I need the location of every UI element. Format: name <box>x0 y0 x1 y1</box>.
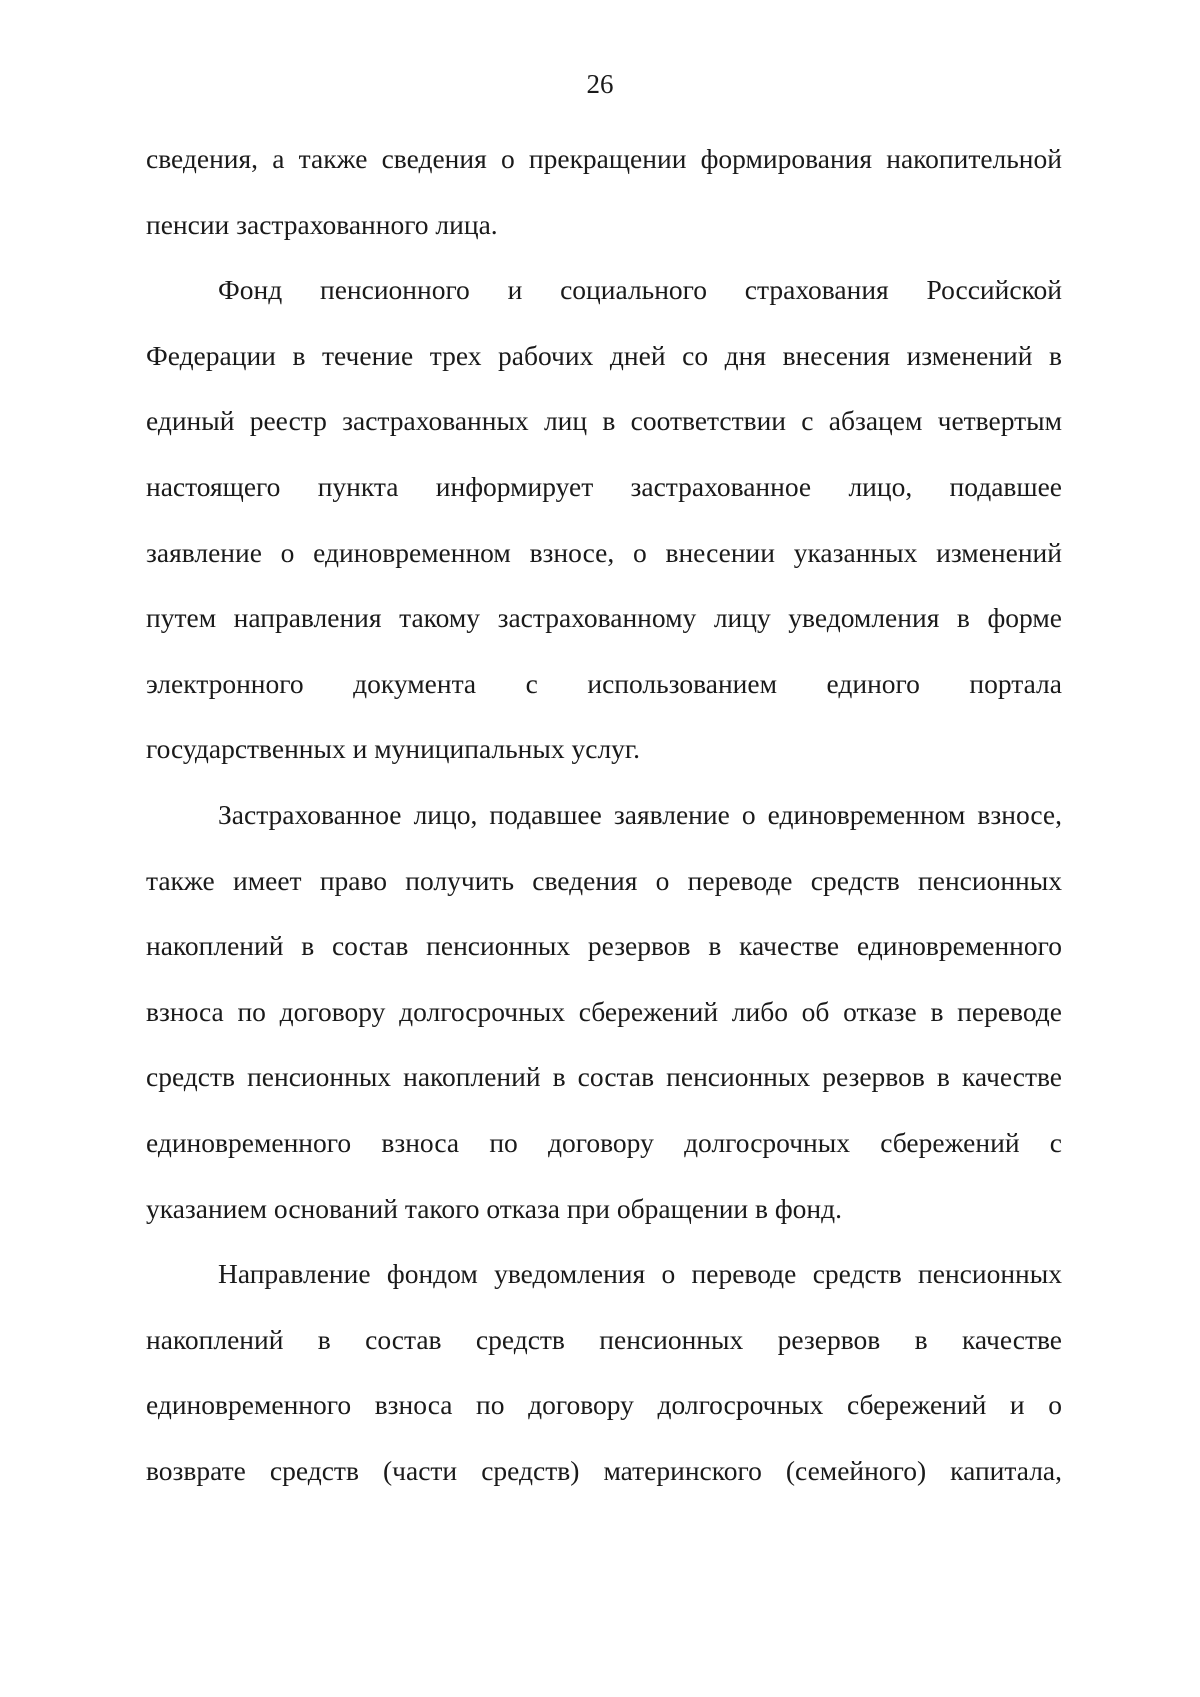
text-line: единовременного взноса по договору долгосрочных сбережений с <box>146 1126 1062 1158</box>
text-line: Фонд пенсионного и социального страхования Российской <box>218 274 1062 306</box>
text-line: средств пенсионных накоплений в состав пенсионных резервов в качестве <box>146 1061 1062 1093</box>
text-line: настоящего пункта информирует застрахованное лицо, подавшее <box>146 470 1062 502</box>
text-line: указанием оснований такого отказа при обращении в фонд. <box>146 1192 843 1224</box>
text-line: единовременного взноса по договору долгосрочных сбережений и о <box>146 1389 1062 1421</box>
paragraph <box>146 142 1062 273</box>
text-line: пенсии застрахованного лица. <box>146 208 498 240</box>
text-line: накоплений в состав средств пенсионных резервов в качестве <box>146 1323 1062 1355</box>
text-line: Федерации в течение трех рабочих дней со дня внесения изменений в <box>146 339 1062 371</box>
text-line: Направление фондом уведомления о переводе средств пенсионных <box>218 1258 1062 1290</box>
document-body <box>146 142 1062 1519</box>
text-line: заявление о единовременном взносе, о внесении указанных изменений <box>146 536 1062 568</box>
text-line: возврате средств (части средств) материнского (семейного) капитала, <box>146 1454 1062 1486</box>
text-line: также имеет право получить сведения о переводе средств пенсионных <box>146 864 1062 896</box>
text-line: единый реестр застрахованных лиц в соответствии с абзацем четвертым <box>146 405 1062 437</box>
text-line: государственных и муниципальных услуг. <box>146 733 640 765</box>
text-line: взноса по договору долгосрочных сбережений либо об отказе в переводе <box>146 995 1062 1027</box>
paragraph <box>146 273 1062 798</box>
text-line: накоплений в состав пенсионных резервов в качестве единовременного <box>146 930 1062 962</box>
text-line: электронного документа с использованием единого портала <box>146 667 1062 699</box>
text-line: Застрахованное лицо, подавшее заявление о единовременном взносе, <box>218 798 1062 830</box>
text-line: сведения, а также сведения о прекращении формирования накопительной <box>146 143 1062 174</box>
paragraph <box>146 1257 1062 1519</box>
paragraph <box>146 798 1062 1257</box>
text-line: путем направления такому застрахованному лицу уведомления в форме <box>146 602 1062 634</box>
page-number: 26 <box>586 69 614 99</box>
